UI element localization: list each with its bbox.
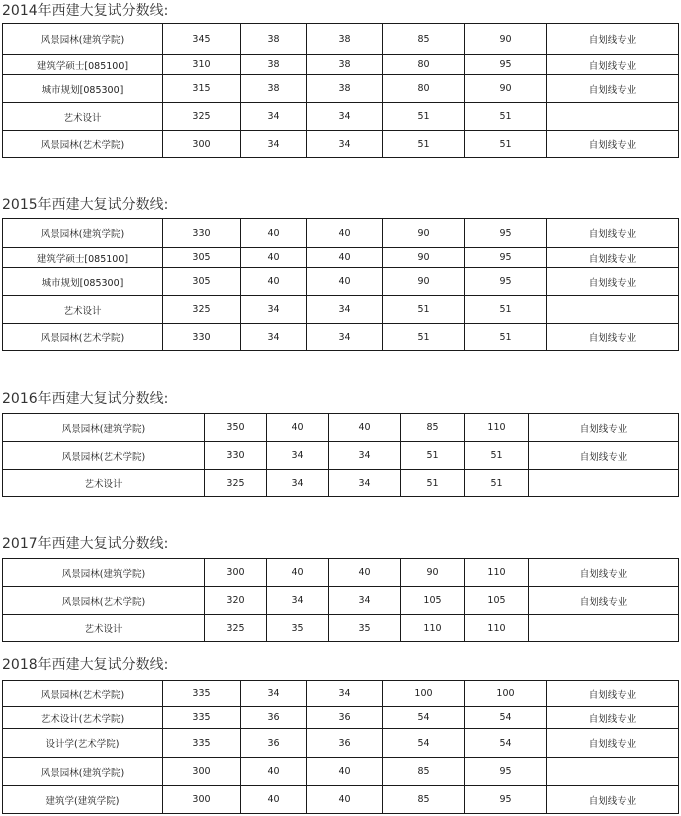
score-cell: 90 bbox=[383, 219, 465, 248]
note-cell: 自划线专业 bbox=[547, 75, 679, 103]
note-cell: 自划线专业 bbox=[529, 587, 679, 615]
score-cell: 34 bbox=[241, 131, 307, 158]
score-cell: 40 bbox=[241, 219, 307, 248]
program-cell: 建筑学硕士[085100] bbox=[3, 248, 163, 268]
score-cell: 38 bbox=[241, 24, 307, 55]
total-score-cell: 335 bbox=[163, 729, 241, 758]
score-cell: 105 bbox=[465, 587, 529, 615]
score-cell: 110 bbox=[465, 414, 529, 442]
score-cell: 90 bbox=[383, 268, 465, 296]
note-cell: 自划线专业 bbox=[547, 707, 679, 729]
note-cell: 自划线专业 bbox=[547, 681, 679, 707]
note-cell bbox=[547, 103, 679, 131]
score-cell: 40 bbox=[241, 786, 307, 814]
score-cell: 40 bbox=[241, 248, 307, 268]
score-cell: 54 bbox=[383, 707, 465, 729]
program-cell: 风景园林(建筑学院) bbox=[3, 219, 163, 248]
note-cell: 自划线专业 bbox=[547, 24, 679, 55]
table-row bbox=[3, 470, 679, 497]
table-row bbox=[3, 559, 679, 587]
score-cell: 100 bbox=[465, 681, 547, 707]
score-cell: 34 bbox=[267, 442, 329, 470]
score-cell: 110 bbox=[401, 615, 465, 642]
program-cell: 风景园林(建筑学院) bbox=[3, 24, 163, 55]
section-title: 2016年西建大复试分数线: bbox=[2, 391, 169, 407]
score-cell: 85 bbox=[383, 24, 465, 55]
program-cell: 风景园林(艺术学院) bbox=[3, 442, 205, 470]
score-cell: 38 bbox=[307, 55, 383, 75]
program-cell: 艺术设计 bbox=[3, 470, 205, 497]
note-cell: 自划线专业 bbox=[529, 414, 679, 442]
table-row bbox=[3, 442, 679, 470]
score-cell: 34 bbox=[329, 470, 401, 497]
score-cell: 110 bbox=[465, 615, 529, 642]
score-cell: 80 bbox=[383, 55, 465, 75]
score-cell: 36 bbox=[241, 707, 307, 729]
note-cell: 自划线专业 bbox=[547, 131, 679, 158]
table-row bbox=[3, 707, 679, 729]
score-cell: 34 bbox=[241, 296, 307, 324]
section-title: 2015年西建大复试分数线: bbox=[2, 197, 169, 213]
score-cell: 51 bbox=[465, 442, 529, 470]
score-cell: 95 bbox=[465, 219, 547, 248]
note-cell: 自划线专业 bbox=[547, 248, 679, 268]
score-cell: 51 bbox=[465, 324, 547, 351]
score-table bbox=[2, 218, 679, 351]
score-table bbox=[2, 23, 679, 158]
note-cell bbox=[529, 470, 679, 497]
program-cell: 设计学(艺术学院) bbox=[3, 729, 163, 758]
table-row bbox=[3, 324, 679, 351]
total-score-cell: 335 bbox=[163, 707, 241, 729]
score-cell: 95 bbox=[465, 758, 547, 786]
table-row bbox=[3, 131, 679, 158]
total-score-cell: 305 bbox=[163, 248, 241, 268]
score-cell: 38 bbox=[241, 55, 307, 75]
note-cell bbox=[547, 296, 679, 324]
score-cell: 105 bbox=[401, 587, 465, 615]
score-cell: 40 bbox=[307, 268, 383, 296]
score-cell: 51 bbox=[401, 470, 465, 497]
score-cell: 34 bbox=[307, 131, 383, 158]
score-cell: 40 bbox=[307, 786, 383, 814]
total-score-cell: 325 bbox=[163, 103, 241, 131]
note-cell: 自划线专业 bbox=[547, 219, 679, 248]
program-cell: 艺术设计 bbox=[3, 615, 205, 642]
score-cell: 51 bbox=[383, 131, 465, 158]
score-cell: 90 bbox=[401, 559, 465, 587]
total-score-cell: 350 bbox=[205, 414, 267, 442]
score-cell: 36 bbox=[307, 729, 383, 758]
total-score-cell: 310 bbox=[163, 55, 241, 75]
score-cell: 34 bbox=[241, 103, 307, 131]
score-cell: 34 bbox=[267, 587, 329, 615]
score-cell: 40 bbox=[307, 248, 383, 268]
program-cell: 建筑学(建筑学院) bbox=[3, 786, 163, 814]
score-cell: 51 bbox=[465, 131, 547, 158]
table-row bbox=[3, 587, 679, 615]
table-row bbox=[3, 296, 679, 324]
score-cell: 51 bbox=[383, 296, 465, 324]
score-cell: 54 bbox=[465, 729, 547, 758]
score-cell: 54 bbox=[383, 729, 465, 758]
score-cell: 40 bbox=[307, 219, 383, 248]
score-cell: 40 bbox=[267, 414, 329, 442]
score-table bbox=[2, 680, 679, 814]
score-cell: 40 bbox=[307, 758, 383, 786]
table-row bbox=[3, 103, 679, 131]
score-cell: 95 bbox=[465, 55, 547, 75]
table-row bbox=[3, 268, 679, 296]
total-score-cell: 335 bbox=[163, 681, 241, 707]
score-cell: 34 bbox=[267, 470, 329, 497]
score-table bbox=[2, 558, 679, 642]
score-cell: 110 bbox=[465, 559, 529, 587]
total-score-cell: 315 bbox=[163, 75, 241, 103]
score-cell: 51 bbox=[383, 324, 465, 351]
program-cell: 风景园林(艺术学院) bbox=[3, 587, 205, 615]
program-cell: 风景园林(艺术学院) bbox=[3, 324, 163, 351]
total-score-cell: 325 bbox=[163, 296, 241, 324]
score-cell: 95 bbox=[465, 248, 547, 268]
program-cell: 风景园林(建筑学院) bbox=[3, 758, 163, 786]
note-cell: 自划线专业 bbox=[547, 729, 679, 758]
score-cell: 95 bbox=[465, 268, 547, 296]
score-cell: 34 bbox=[307, 103, 383, 131]
note-cell: 自划线专业 bbox=[547, 268, 679, 296]
score-cell: 95 bbox=[465, 786, 547, 814]
section-title: 2018年西建大复试分数线: bbox=[2, 657, 169, 673]
score-cell: 34 bbox=[307, 296, 383, 324]
score-cell: 35 bbox=[267, 615, 329, 642]
score-cell: 35 bbox=[329, 615, 401, 642]
table-row bbox=[3, 681, 679, 707]
score-cell: 34 bbox=[241, 681, 307, 707]
score-cell: 40 bbox=[329, 414, 401, 442]
score-cell: 34 bbox=[307, 681, 383, 707]
score-cell: 40 bbox=[329, 559, 401, 587]
score-cell: 36 bbox=[307, 707, 383, 729]
total-score-cell: 305 bbox=[163, 268, 241, 296]
score-cell: 54 bbox=[465, 707, 547, 729]
table-row bbox=[3, 615, 679, 642]
note-cell: 自划线专业 bbox=[547, 786, 679, 814]
score-cell: 85 bbox=[383, 758, 465, 786]
score-cell: 40 bbox=[267, 559, 329, 587]
note-cell: 自划线专业 bbox=[547, 55, 679, 75]
program-cell: 风景园林(建筑学院) bbox=[3, 414, 205, 442]
table-row bbox=[3, 55, 679, 75]
score-cell: 51 bbox=[383, 103, 465, 131]
score-cell: 51 bbox=[465, 103, 547, 131]
score-cell: 100 bbox=[383, 681, 465, 707]
program-cell: 艺术设计 bbox=[3, 103, 163, 131]
total-score-cell: 345 bbox=[163, 24, 241, 55]
program-cell: 艺术设计(艺术学院) bbox=[3, 707, 163, 729]
score-cell: 34 bbox=[241, 324, 307, 351]
score-cell: 51 bbox=[465, 296, 547, 324]
table-row bbox=[3, 219, 679, 248]
table-row bbox=[3, 729, 679, 758]
score-cell: 38 bbox=[307, 24, 383, 55]
program-cell: 城市规划[085300] bbox=[3, 75, 163, 103]
total-score-cell: 300 bbox=[205, 559, 267, 587]
note-cell: 自划线专业 bbox=[529, 559, 679, 587]
table-row bbox=[3, 248, 679, 268]
score-cell: 38 bbox=[241, 75, 307, 103]
score-cell: 90 bbox=[465, 75, 547, 103]
score-cell: 34 bbox=[307, 324, 383, 351]
total-score-cell: 320 bbox=[205, 587, 267, 615]
score-cell: 85 bbox=[401, 414, 465, 442]
score-cell: 51 bbox=[401, 442, 465, 470]
program-cell: 艺术设计 bbox=[3, 296, 163, 324]
total-score-cell: 325 bbox=[205, 470, 267, 497]
section-title: 2017年西建大复试分数线: bbox=[2, 536, 169, 552]
total-score-cell: 300 bbox=[163, 131, 241, 158]
total-score-cell: 330 bbox=[205, 442, 267, 470]
total-score-cell: 325 bbox=[205, 615, 267, 642]
program-cell: 建筑学硕士[085100] bbox=[3, 55, 163, 75]
score-cell: 85 bbox=[383, 786, 465, 814]
score-cell: 40 bbox=[241, 268, 307, 296]
note-cell bbox=[529, 615, 679, 642]
score-cell: 36 bbox=[241, 729, 307, 758]
total-score-cell: 330 bbox=[163, 324, 241, 351]
note-cell: 自划线专业 bbox=[529, 442, 679, 470]
section-title: 2014年西建大复试分数线: bbox=[2, 3, 169, 19]
score-table bbox=[2, 413, 679, 497]
program-cell: 风景园林(艺术学院) bbox=[3, 131, 163, 158]
score-cell: 90 bbox=[465, 24, 547, 55]
note-cell bbox=[547, 758, 679, 786]
total-score-cell: 300 bbox=[163, 758, 241, 786]
score-cell: 51 bbox=[465, 470, 529, 497]
score-cell: 40 bbox=[241, 758, 307, 786]
score-cell: 90 bbox=[383, 248, 465, 268]
note-cell: 自划线专业 bbox=[547, 324, 679, 351]
score-cell: 80 bbox=[383, 75, 465, 103]
program-cell: 城市规划[085300] bbox=[3, 268, 163, 296]
table-row bbox=[3, 758, 679, 786]
program-cell: 风景园林(艺术学院) bbox=[3, 681, 163, 707]
table-row bbox=[3, 414, 679, 442]
program-cell: 风景园林(建筑学院) bbox=[3, 559, 205, 587]
score-cell: 38 bbox=[307, 75, 383, 103]
total-score-cell: 330 bbox=[163, 219, 241, 248]
score-cell: 34 bbox=[329, 442, 401, 470]
total-score-cell: 300 bbox=[163, 786, 241, 814]
table-row bbox=[3, 75, 679, 103]
table-row bbox=[3, 786, 679, 814]
table-row bbox=[3, 24, 679, 55]
score-cell: 34 bbox=[329, 587, 401, 615]
